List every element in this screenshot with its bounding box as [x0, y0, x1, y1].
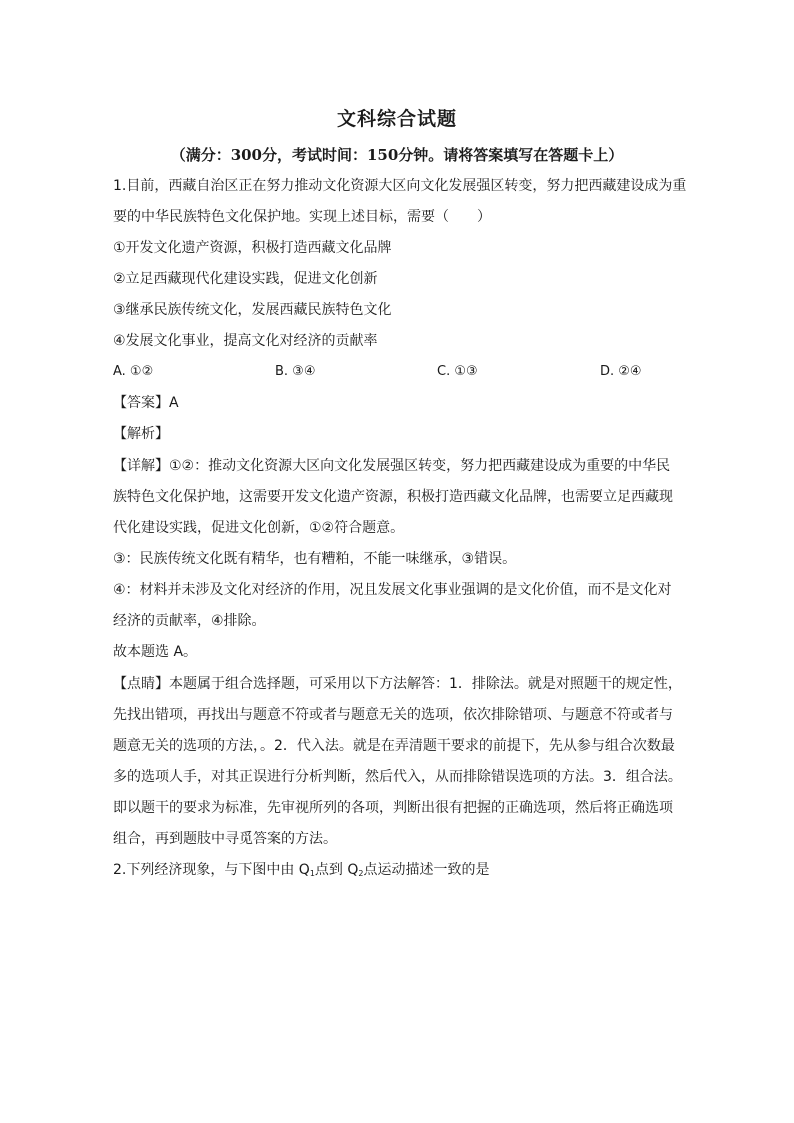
q1-tip-line: 题意无关的选项的方法，。2．代入法。就是在弄清题干要求的前提下，先从参与组合次数最 [113, 738, 675, 754]
q1-detail-line: 代化建设实践，促进文化创新，①②符合题意。 [113, 520, 405, 536]
q2-stem-text: 2.下列经济现象，与下图中由 Q [113, 862, 310, 878]
q2-stem-text: 点到 Q [314, 862, 359, 878]
q1-tip-line: 组合，再到题肢中寻觅答案的方法。 [113, 831, 337, 847]
q1-analysis-label: 【解析】 [113, 426, 169, 442]
q2-subscript: 2 [358, 869, 364, 878]
q1-tip-line: 多的选项人手，对其正误进行分析判断，然后代入，从而排除错误选项的方法。3．组合法。 [113, 769, 682, 785]
q1-detail-line: ④：材料并未涉及文化对经济的作用，况且发展文化事业强调的是文化价值，而不是文化对 [113, 582, 672, 598]
q1-stem-line2: 要的中华民族特色文化保护地。实现上述目标，需要（ ） [113, 209, 491, 225]
q1-option-b: B. ③④ [275, 364, 316, 379]
q1-option-c: C. ①③ [437, 364, 478, 379]
q1-tip-line: 先找出错项，再找出与题意不符或者与题意无关的选项，依次排除错项、与题意不符或者与 [113, 707, 673, 723]
q1-detail-line: 故本题选 A。 [113, 644, 198, 660]
q1-detail-line: 【详解】①②：推动文化资源大区向文化发展强区转变，努力把西藏建设成为重要的中华民 [113, 458, 671, 474]
q1-stem-line1: 1.目前，西藏自治区正在努力推动文化资源大区向文化发展强区转变，努力把西藏建设成为重 [113, 178, 687, 194]
q1-statement: ③继承民族传统文化，发展西藏民族特色文化 [113, 302, 392, 318]
q1-tip-line: 【点睛】本题属于组合选择题，可采用以下方法解答：1．排除法。就是对照题干的规定性， [113, 676, 682, 692]
q2-stem-text: 点运动描述一致的是 [363, 862, 490, 878]
exam-info: （满分：300分，考试时间：150分钟。请将答案填写在答题卡上） [170, 146, 624, 164]
q1-option-d: D. ②④ [600, 364, 642, 379]
q1-option-a: A. ①② [113, 364, 154, 379]
q1-detail-line: 族特色文化保护地，这需要开发文化遗产资源，积极打造西藏文化品牌，也需要立足西藏现 [113, 489, 673, 505]
q1-answer: 【答案】A [113, 395, 179, 411]
q1-statement: ①开发文化遗产资源，积极打造西藏文化品牌 [113, 240, 392, 256]
q2-stem [113, 859, 490, 885]
q1-detail-line: ③：民族传统文化既有精华，也有糟粕，不能一味继承，③错误。 [113, 551, 517, 567]
q1-statement: ②立足西藏现代化建设实践，促进文化创新 [113, 271, 378, 287]
q2-subscript: 1 [309, 869, 315, 878]
page-title: 文科综合试题 [336, 108, 457, 130]
q1-statement: ④发展文化事业，提高文化对经济的贡献率 [113, 333, 378, 349]
q1-detail-line: 经济的贡献率，④排除。 [113, 613, 266, 629]
q1-tip-line: 即以题干的要求为标准，先审视所列的各项，判断出很有把握的正确选项，然后将正确选项 [113, 800, 673, 816]
